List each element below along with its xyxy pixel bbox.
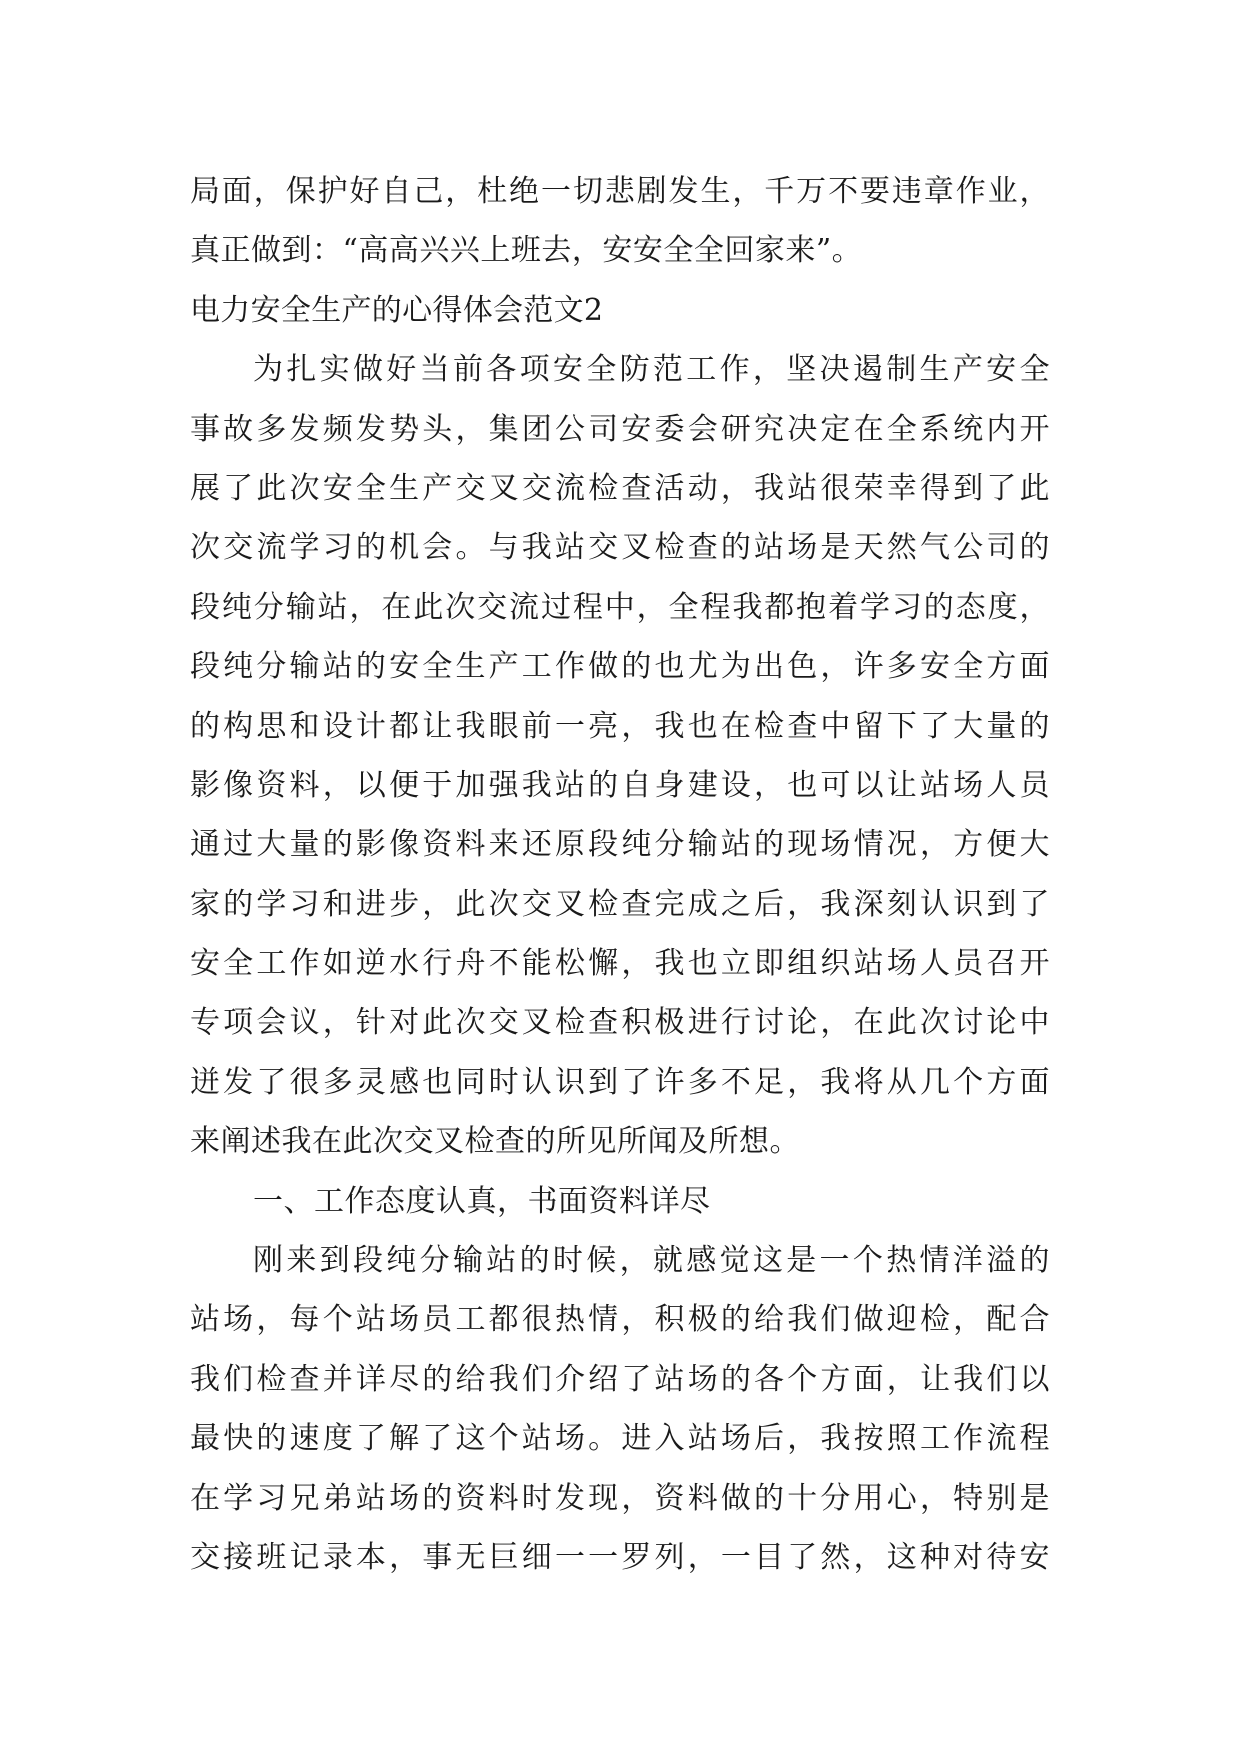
section-title: 电力安全生产的心得体会范文2: [190, 292, 604, 328]
text-line: 专项会议，针对此次交叉检查积极进行讨论，在此次讨论中: [190, 1005, 1050, 1041]
text-line: 家的学习和进步，此次交叉检查完成之后，我深刻认识到了: [190, 886, 1050, 922]
text-line: 真正做到：“高高兴兴上班去，安安全全回家来”。: [190, 233, 863, 269]
text-line: 迸发了很多灵感也同时认识到了许多不足，我将从几个方面: [190, 1064, 1050, 1100]
text-line: 通过大量的影像资料来还原段纯分输站的现场情况，方便大: [190, 827, 1050, 863]
text-line: 安全工作如逆水行舟不能松懈，我也立即组织站场人员召开: [190, 946, 1050, 982]
text-line: 展了此次安全生产交叉交流检查活动，我站很荣幸得到了此: [190, 470, 1050, 506]
text-line: 来阐述我在此次交叉检查的所见所闻及所想。: [190, 1124, 800, 1160]
text-line: 最快的速度了解了这个站场。进入站场后，我按照工作流程: [190, 1421, 1050, 1457]
text-line: 段纯分输站，在此次交流过程中，全程我都抱着学习的态度，: [190, 589, 1050, 625]
text-line: 刚来到段纯分输站的时候，就感觉这是一个热情洋溢的: [253, 1243, 1050, 1279]
subheading: 一、工作态度认真，书面资料详尽: [253, 1183, 711, 1219]
text-line: 在学习兄弟站场的资料时发现，资料做的十分用心，特别是: [190, 1480, 1050, 1516]
document-body: [190, 162, 1050, 1587]
text-line: 局面，保护好自己，杜绝一切悲剧发生，千万不要违章作业，: [190, 174, 1050, 209]
text-line: 事故多发频发势头，集团公司安委会研究决定在全系统内开: [190, 411, 1050, 447]
text-line: 影像资料，以便于加强我站的自身建设，也可以让站场人员: [190, 767, 1050, 803]
text-line: 的构思和设计都让我眼前一亮，我也在检查中留下了大量的: [190, 708, 1050, 744]
text-line: 站场，每个站场员工都很热情，积极的给我们做迎检，配合: [190, 1302, 1050, 1338]
text-line: 段纯分输站的安全生产工作做的也尤为出色，许多安全方面: [190, 649, 1050, 685]
text-line: 交接班记录本，事无巨细一一罗列，一目了然，这种对待安: [190, 1539, 1050, 1575]
text-line: 为扎实做好当前各项安全防范工作，坚决遏制生产安全: [253, 352, 1050, 388]
text-line: 次交流学习的机会。与我站交叉检查的站场是天然气公司的: [190, 530, 1050, 566]
text-line: 我们检查并详尽的给我们介绍了站场的各个方面，让我们以: [190, 1361, 1050, 1397]
